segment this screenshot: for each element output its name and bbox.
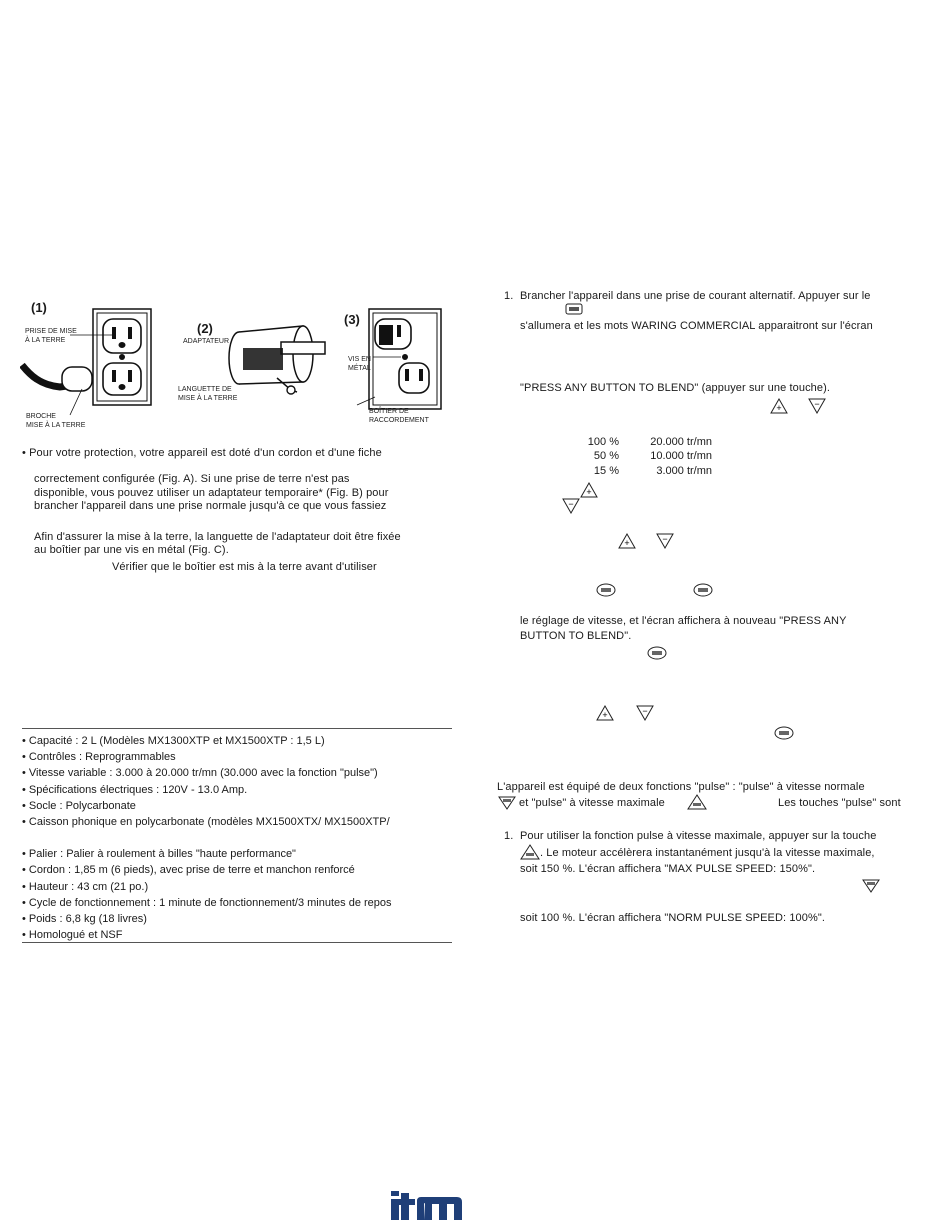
minus-key-icon bbox=[656, 533, 674, 549]
grounding-paragraph-line6: au boîtier par une vis en métal (Fig. C). bbox=[34, 544, 229, 556]
svg-text:−: − bbox=[662, 534, 668, 544]
spec-item: • Poids : 6,8 kg (18 livres) bbox=[22, 913, 147, 926]
speed-table-row bbox=[540, 449, 712, 463]
grounding-paragraph-line7: Vérifier que le boîtier est mis à la terre avant d'utiliser bbox=[112, 561, 377, 573]
grounding-paragraph-line3: disponible, vous pouvez utiliser un adaptateur temporaire* (Fig. B) pour bbox=[34, 487, 389, 499]
svg-text:+: + bbox=[624, 538, 630, 548]
step-number: 1. bbox=[504, 290, 514, 302]
step2-line1: le réglage de vitesse, et l'écran affichera à nouveau "PRESS ANY bbox=[520, 615, 847, 627]
grounding-paragraph-line4: brancher l'appareil dans une prise normale jusqu'à ce que vous fassiez bbox=[34, 500, 387, 512]
spec-item: • Cycle de fonctionnement : 1 minute de fonctionnement/3 minutes de repos bbox=[22, 896, 392, 909]
speed-percent: 50 % bbox=[593, 450, 619, 462]
svg-text:−: − bbox=[568, 499, 574, 509]
specs-top-rule bbox=[22, 728, 452, 729]
step1-line3: "PRESS ANY BUTTON TO BLEND" (appuyer sur une touche). bbox=[520, 382, 831, 394]
outlet-label-line1: PRISE DE MISE bbox=[25, 328, 77, 335]
specifications-list bbox=[22, 733, 452, 943]
max-pulse-key-icon bbox=[520, 844, 540, 860]
screw-label-line1: VIS EN bbox=[348, 356, 371, 363]
prong-label-line1: BROCHE bbox=[26, 413, 56, 420]
minus-key-icon bbox=[636, 705, 654, 721]
specs-bottom-rule bbox=[22, 942, 452, 943]
adapter-label: ADAPTATEUR bbox=[183, 338, 230, 345]
spec-item: • Spécifications électriques : 120V - 13.0 Amp. bbox=[22, 783, 248, 796]
prong-label-line2: MISE À LA TERRE bbox=[26, 422, 86, 429]
plus-key-icon bbox=[580, 482, 598, 498]
pulse-step1-line2: . Le moteur accélèrera instantanément jusqu'à la vitesse maximale, bbox=[540, 847, 875, 859]
grounding-paragraph-line5: Afin d'assurer la mise à la terre, la languette de l'adaptateur doit être fixée bbox=[34, 531, 401, 543]
spec-item: • Vitesse variable : 3.000 à 20.000 tr/mn (30.000 avec la fonction "pulse") bbox=[22, 767, 378, 780]
grounding-paragraph-line1: • Pour votre protection, votre appareil est doté d'un cordon et d'une fiche bbox=[22, 447, 382, 459]
on-off-key-icon bbox=[565, 303, 583, 315]
speed-rpm: 10.000 tr/mn bbox=[650, 450, 712, 462]
speed-table-row bbox=[540, 435, 712, 449]
speed-table-row bbox=[540, 464, 712, 478]
figure-1-number: (1) bbox=[31, 300, 47, 315]
stop-key-icon bbox=[693, 583, 713, 597]
start-key-icon bbox=[596, 583, 616, 597]
step1-line1: Brancher l'appareil dans une prise de courant alternatif. Appuyer sur le bbox=[520, 290, 871, 302]
spec-item: • Socle : Polycarbonate bbox=[22, 799, 136, 812]
pulse-intro-line1: L'appareil est équipé de deux fonctions "pulse" : "pulse" à vitesse normale bbox=[497, 781, 865, 793]
minus-key-icon bbox=[808, 398, 826, 414]
grounding-paragraph-line2: correctement configurée (Fig. A). Si une prise de terre n'est pas bbox=[34, 473, 350, 485]
grounded-outlet-illustration bbox=[20, 305, 155, 430]
spec-item: • Homologué et NSF bbox=[22, 929, 123, 942]
svg-text:−: − bbox=[814, 399, 820, 409]
spec-item bbox=[22, 830, 452, 846]
program-key-icon bbox=[647, 646, 667, 660]
pulse-step2-line: soit 100 %. L'écran affichera "NORM PULSE SPEED: 100%". bbox=[520, 912, 826, 924]
screw-label-line2: MÉTAL bbox=[348, 365, 371, 372]
pulse-intro-line2a: et "pulse" à vitesse maximale bbox=[519, 797, 665, 809]
svg-text:+: + bbox=[602, 710, 608, 720]
spec-item: • Cordon : 1,85 m (6 pieds), avec prise de terre et manchon renforcé bbox=[22, 864, 355, 877]
norm-pulse-key-icon bbox=[862, 879, 880, 893]
tab-label-line1: LANGUETTE DE bbox=[178, 386, 232, 393]
plus-key-icon bbox=[596, 705, 614, 721]
speed-rpm: 3.000 tr/mn bbox=[656, 465, 712, 477]
svg-text:+: + bbox=[586, 487, 592, 497]
pulse-intro-line2b: Les touches "pulse" sont bbox=[778, 797, 901, 809]
tab-label-line2: MISE À LA TERRE bbox=[178, 395, 238, 402]
step2-line2: BUTTON TO BLEND". bbox=[520, 630, 632, 642]
norm-pulse-key-icon bbox=[498, 796, 516, 810]
spec-item: • Hauteur : 43 cm (21 po.) bbox=[22, 880, 149, 893]
pulse-step1-line3: soit 150 %. L'écran affichera "MAX PULSE SPEED: 150%". bbox=[520, 863, 816, 875]
step1-line2: s'allumera et les mots WARING COMMERCIAL apparaitront sur l'écran bbox=[520, 320, 873, 332]
minus-key-icon bbox=[562, 498, 580, 514]
adapter-illustration bbox=[225, 318, 335, 400]
itm-logo bbox=[391, 1187, 463, 1221]
speed-percent: 15 % bbox=[593, 465, 619, 477]
pulse-step1-line1: Pour utiliser la fonction pulse à vitesse maximale, appuyer sur la touche bbox=[520, 830, 877, 842]
plus-key-icon bbox=[618, 533, 636, 549]
spec-item: • Caisson phonique en polycarbonate (modèles MX1500XTX/ MX1500XTP/ bbox=[22, 816, 390, 829]
outlet-label-line2: À LA TERRE bbox=[25, 337, 66, 344]
plus-key-icon bbox=[770, 398, 788, 414]
speed-percent: 100 % bbox=[587, 436, 619, 448]
figure-3-number: (3) bbox=[344, 312, 360, 327]
pulse-step-number: 1. bbox=[504, 830, 514, 842]
figure-2-number: (2) bbox=[197, 321, 213, 336]
logo-text: itm bbox=[391, 1187, 393, 1188]
box-label-line1: BOÎTIER DE bbox=[369, 408, 409, 415]
svg-text:−: − bbox=[642, 706, 648, 716]
speed-rpm: 20.000 tr/mn bbox=[650, 436, 712, 448]
box-label-line2: RACCORDEMENT bbox=[369, 417, 429, 424]
svg-text:+: + bbox=[776, 403, 782, 413]
program-key-icon bbox=[774, 726, 794, 740]
spec-item: • Contrôles : Reprogrammables bbox=[22, 751, 176, 764]
spec-item: • Capacité : 2 L (Modèles MX1300XTP et MX1500XTP : 1,5 L) bbox=[22, 735, 325, 747]
max-pulse-key-icon bbox=[687, 794, 707, 810]
spec-item: • Palier : Palier à roulement à billes "haute performance" bbox=[22, 848, 296, 861]
